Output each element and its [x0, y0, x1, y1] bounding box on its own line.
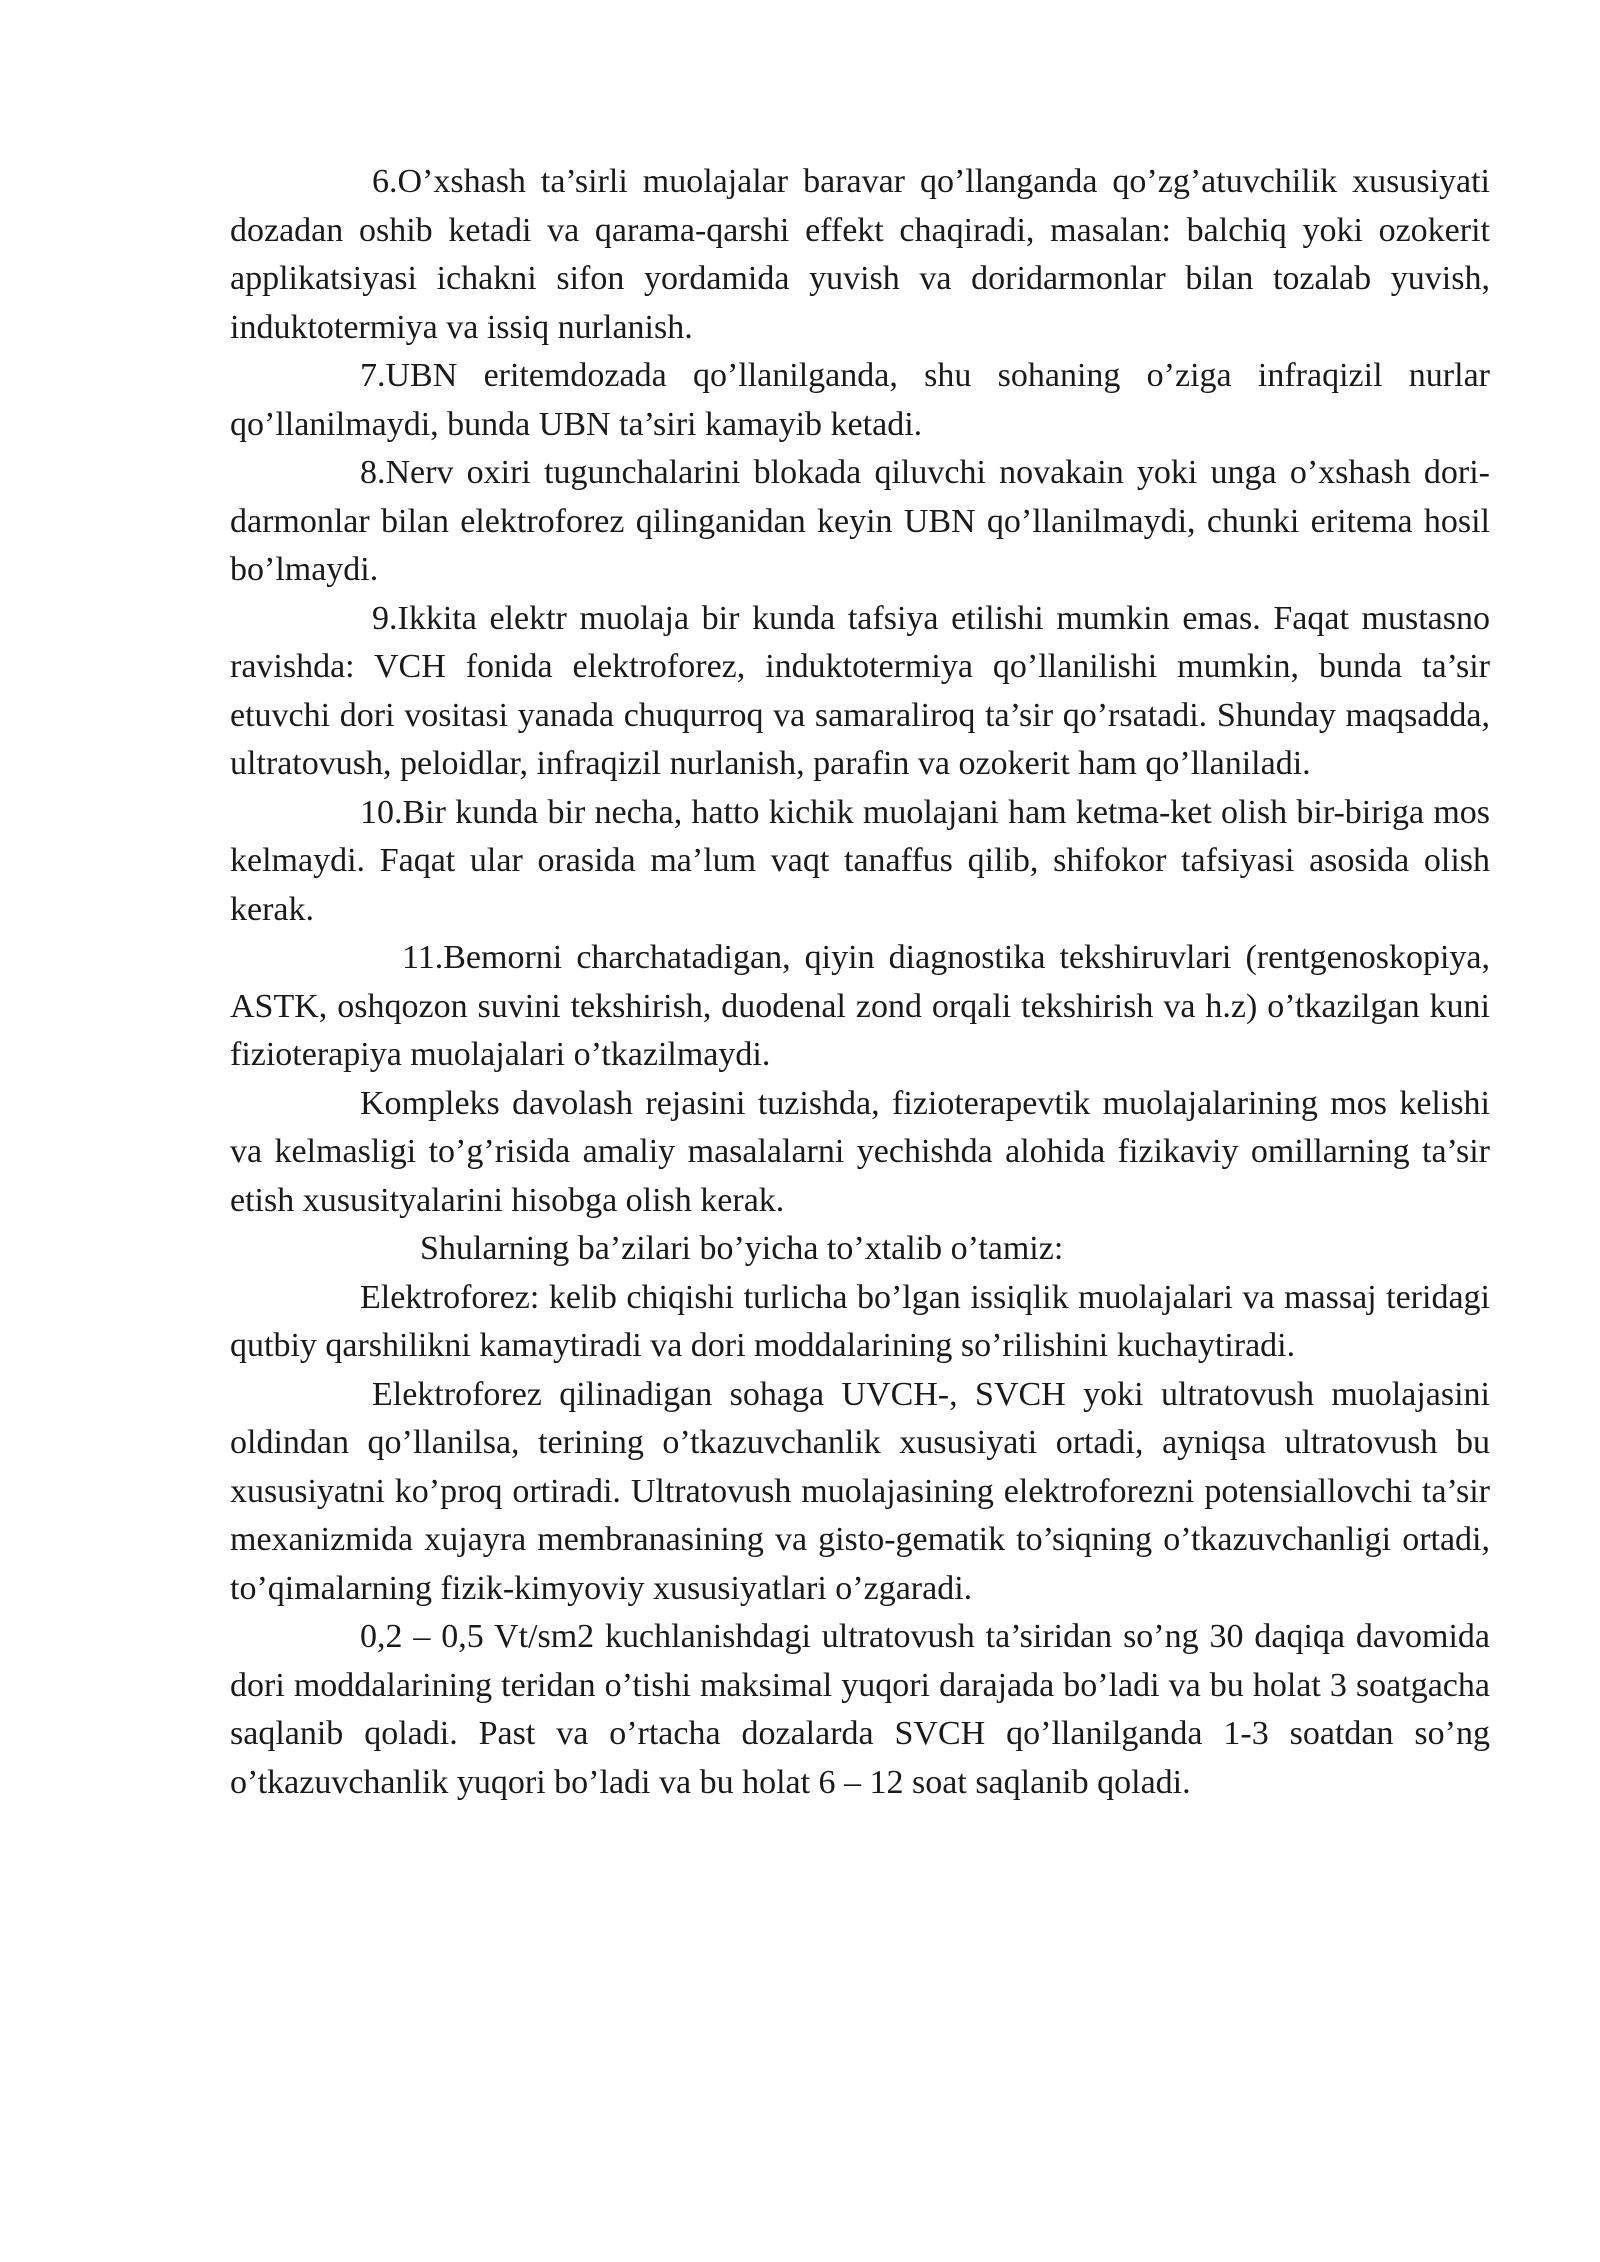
paragraph-electrophoresis-uvch: Elektroforez qilinadigan sohaga UVCH-, SVCH yoki ultratovush muolajasini oldindan qo’llanilsa, terining o’tkazuvchanlik xususiyati ortadi, ayniqsa ultratovush bu xususiyatni ko’proq ortiradi. Ultratovush muolajasining elektroforezni potensiallovchi ta’sir mexanizmida xujayra membranasining va gisto-gematik to’siqning o’tkazuvchanligi ortadi, to’qimalarning fizik-kimyoviy xususiyatlari o’zgaradi. [230, 1375, 1490, 1607]
paragraph-ultrasound-dose: 0,2 – 0,5 Vt/sm2 kuchlanishdagi ultratovush ta’siridan so’ng 30 daqiqa davomida dori moddalarining teridan o’tishi maksimal yuqori darajada bo’ladi va bu holat 3 soatgacha saqlanib qoladi. Past va o’rtacha dozalarda SVCH qo’llanilganda 1-3 soatdan so’ng o’tkazuvchanlik yuqori bo’ladi va bu holat 6 – 12 soat saqlanib qoladi. [230, 1618, 1490, 1801]
paragraph-item-9: 9.Ikkita elektr muolaja bir kunda tafsiya etilishi mumkin emas. Faqat mustasno ravishda: VCH fonida elektroforez, induktotermiya qo’llanilishi mumkin, bunda ta’sir etuvchi dori vositasi yanada chuqurroq va samaraliroq ta’sir qo’rsatadi. Shunday maqsadda, ultratovush, peloidlar, infraqizil nurlanish, parafin va ozokerit ham qo’llaniladi. [230, 599, 1490, 782]
paragraph-item-10: 10.Bir kunda bir necha, hatto kichik muolajani ham ketma-ket olish bir-biriga mos kelmaydi. Faqat ular orasida ma’lum vaqt tanaffus qilib, shifokor tafsiyasi asosida olish kerak. [230, 793, 1490, 928]
paragraph-item-6: 6.O’xshash ta’sirli muolajalar baravar qo’llanganda qo’zg’atuvchilik xususiyati dozadan oshib ketadi va qarama-qarshi effekt chaqiradi, masalan: balchiq yoki ozokerit applikatsiyasi ichakni sifon yordamida yuvish va doridarmonlar bilan tozalab yuvish, induktotermiya va issiq nurlanish. [230, 163, 1490, 346]
paragraph-item-11: 11.Bemorni charchatadigan, qiyin diagnostika tekshiruvlari (rentgenoskopiya, ASTK, oshqozon suvini tekshirish, duodenal zond orqali tekshirish va h.z) o’tkazilgan kuni fizioterapiya muolajalari o’tkazilmaydi. [230, 939, 1490, 1073]
paragraph-intro-line: Shularning ba’zilari bo’yicha to’xtalib o’tamiz: [420, 1230, 1064, 1267]
paragraph-item-8: 8.Nerv oxiri tugunchalarini blokada qiluvchi novakain yoki unga o’xshash dori-darmonlar bilan elektroforez qilinganidan keyin UBN qo’llanilmaydi, chunki eritema hosil bo’lmaydi. [230, 454, 1490, 588]
paragraph-electrophoresis: Elektroforez: kelib chiqishi turlicha bo’lgan issiqlik muolajalari va massaj teridagi qutbiy qarshilikni kamaytiradi va dori moddalarining so’rilishini kuchaytiradi. [230, 1278, 1490, 1364]
paragraph-complex-treatment: Kompleks davolash rejasini tuzishda, fizioterapevtik muolajalarining mos kelishi va kelmasligi to’g’risida amaliy masalalarni yechishda alohida fizikaviy omillarning ta’sir etish xususityalarini hisobga olish kerak. [230, 1084, 1490, 1219]
paragraph-item-7: 7.UBN eritemdozada qo’llanilganda, shu sohaning o’ziga infraqizil nurlar qo’llanilmaydi, bunda UBN ta’siri kamayib ketadi. [230, 357, 1490, 443]
document-page [230, 158, 1490, 1807]
